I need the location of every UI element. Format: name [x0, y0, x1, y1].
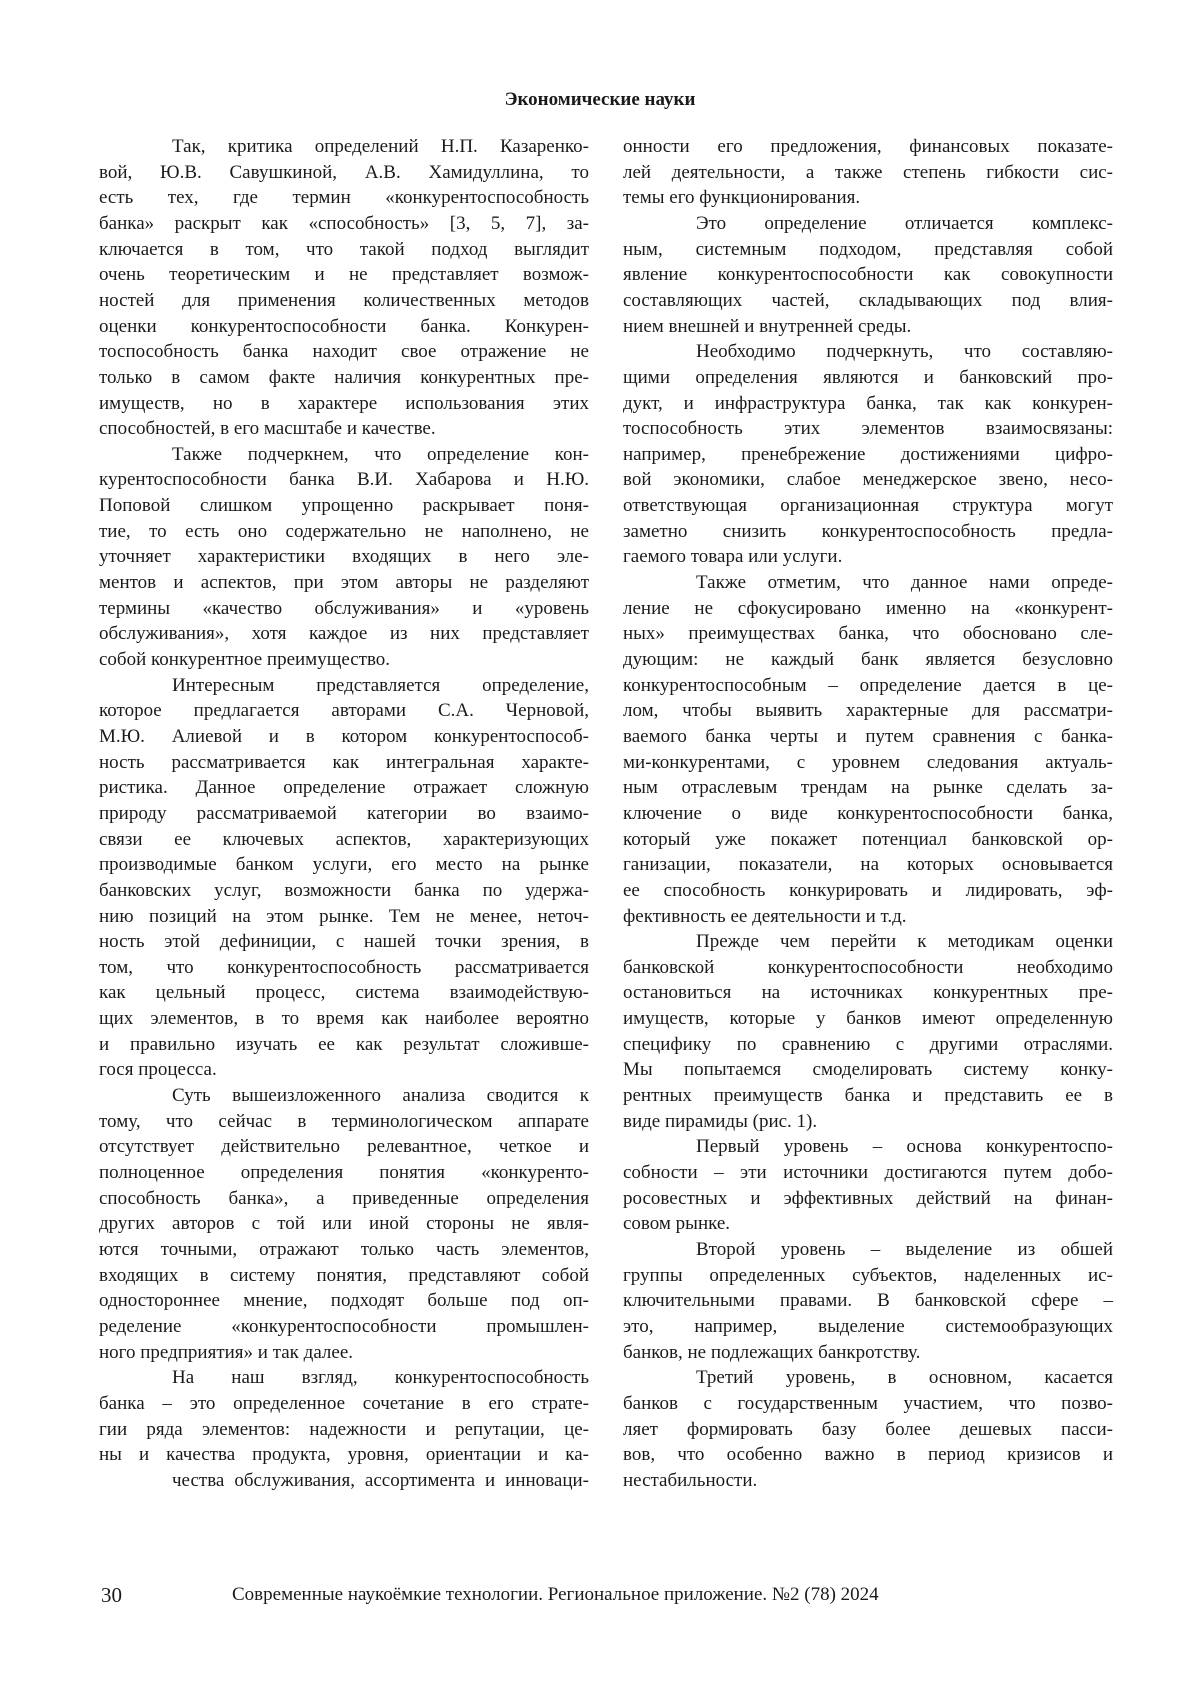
text-line: других авторов с той или иной стороны не явля- [99, 1213, 589, 1235]
text-line: совом рынке. [623, 1213, 731, 1235]
text-line: чества обслуживания, ассортимента и инноваци- [172, 1469, 589, 1491]
text-line: только в самом факте наличия конкурентных пре- [99, 366, 589, 388]
text-line: и правильно изучать ее как результат сложивше- [99, 1033, 589, 1055]
text-line: Также отметим, что данное нами опреде- [696, 572, 1113, 593]
text-line: банков с государственным участием, что позво- [623, 1392, 1113, 1414]
text-line: это, например, выделение системообразующих [623, 1315, 1113, 1337]
text-line: банка» раскрыт как «способность» [3, 5, 7], за- [99, 212, 589, 234]
text-line: виде пирамиды (рис. 1). [623, 1110, 818, 1132]
text-line: ределение «конкурентоспособности промышлен- [99, 1315, 589, 1337]
text-line: Третий уровень, в основном, касается [696, 1367, 1113, 1389]
text-line: банков, не подлежащих банкротству. [623, 1341, 921, 1363]
text-line: термины «качество обслуживания» и «уровень [99, 597, 589, 619]
text-line: например, пренебрежение достижениями цифро- [623, 443, 1113, 465]
text-line: гаемого товара или услуги. [623, 546, 843, 568]
text-line: Необходимо подчеркнуть, что составляю- [696, 341, 1113, 363]
text-line: ключительными правами. В банковской сфере – [623, 1290, 1113, 1312]
text-line: ключение о виде конкурентоспособности банка, [623, 802, 1113, 824]
text-line: очень теоретическим и не представляет возмож- [99, 264, 589, 286]
text-line: уточняет характеристики входящих в него эле- [99, 546, 589, 568]
journal-title: Современные наукоёмкие технологии. Региональное приложение. №2 (78) 2024 [232, 1584, 879, 1605]
text-line: тоспособность банка находит свое отражение не [99, 341, 589, 363]
text-line: ность этой дефиниции, с нашей точки зрения, в [99, 931, 589, 953]
text-line: вой, Ю.В. Савушкиной, А.В. Хамидуллина, то [99, 161, 589, 183]
text-line: рентных преимуществ банка и представить ее в [623, 1085, 1113, 1106]
text-line: производимые банком услуги, его место на рынке [99, 854, 589, 876]
text-line: который уже покажет потенциал банковской ор- [623, 828, 1113, 850]
text-line: тие, то есть оно содержательно не наполнено, не [99, 520, 589, 542]
text-line: Второй уровень – выделение из обшей [696, 1239, 1113, 1260]
text-line: курентоспособности банка В.И. Хабарова и Н.Ю. [99, 469, 589, 491]
text-line: тоспособность этих элементов взаимосвязаны: [623, 418, 1113, 440]
text-line: имуществ, которые у банков имеют определенную [623, 1008, 1113, 1030]
text-line: ление не сфокусировано именно на «конкурент- [623, 597, 1113, 619]
text-line: ного предприятия» и так далее. [99, 1341, 354, 1363]
text-line: ляет формировать базу более дешевых пасси- [623, 1418, 1113, 1440]
text-line: ганизации, показатели, на которых основывается [623, 854, 1113, 876]
text-line: Интересным представляется определение, [172, 674, 589, 696]
text-line: есть тех, где термин «конкурентоспособность [99, 187, 589, 209]
text-line: связи ее ключевых аспектов, характеризующих [99, 828, 589, 850]
text-line: явление конкурентоспособности как совокупности [623, 264, 1113, 286]
text-line: вой экономики, слабое менеджерское звено, несо- [623, 469, 1113, 491]
text-line: Также подчеркнем, что определение кон- [172, 443, 589, 465]
text-line: темы его функционирования. [623, 187, 861, 209]
text-line: отсутствует действительно релевантное, четкое и [99, 1136, 589, 1158]
text-line: дукт, и инфраструктура банка, так как конкурен- [623, 392, 1113, 414]
text-line: щими определения являются и банковский про- [623, 366, 1113, 388]
text-line: Первый уровень – основа конкурентоспо- [696, 1136, 1113, 1158]
text-line: специфику по сравнению с другими отраслями. [623, 1033, 1113, 1055]
text-line: группы определенных субъектов, наделенных ис- [623, 1264, 1113, 1286]
text-line: входящих в систему понятия, представляют собой [99, 1264, 589, 1286]
text-line: М.Ю. Алиевой и в котором конкурентоспособ- [99, 725, 589, 747]
text-line: ным отраслевым трендам на рынке сделать за- [623, 777, 1113, 799]
text-line: имуществ, но в характере использования этих [99, 392, 589, 414]
text-line: фективность ее деятельности и т.д. [623, 905, 907, 927]
text-line: составляющих частей, складывающих под влия- [623, 289, 1113, 311]
text-line: гося процесса. [99, 1059, 217, 1081]
text-line: гии ряда элементов: надежности и репутации, це- [99, 1418, 589, 1440]
text-line: нию позиций на этом рынке. Тем не менее, неточ- [99, 905, 589, 927]
text-line: ваемого банка черты и путем сравнения с банка- [623, 725, 1113, 747]
text-line: обслуживания», хотя каждое из них представляет [99, 623, 589, 645]
text-line: нестабильности. [623, 1469, 758, 1491]
text-line: тому, что сейчас в терминологическом аппарате [99, 1110, 589, 1132]
text-line: способностей, в его масштабе и качестве. [99, 418, 436, 440]
text-line: Суть вышеизложенного анализа сводится к [172, 1085, 589, 1106]
text-line: лом, чтобы выявить характерные для рассматри- [623, 700, 1113, 722]
text-line: ются точными, отражают только часть элементов, [99, 1239, 589, 1260]
text-line: как цельный процесс, система взаимодействую- [99, 982, 589, 1004]
text-line: лей деятельности, а также степень гибкости сис- [623, 161, 1113, 183]
text-line: заметно снизить конкурентоспособность предла- [623, 520, 1113, 542]
text-line: Поповой слишком упрощенно раскрывает поня- [99, 495, 589, 517]
text-line: вов, что особенно важно в период кризисов и [623, 1444, 1113, 1466]
text-line: способность банка», а приведенные определения [99, 1187, 589, 1209]
text-line: природу рассматриваемой категории во взаимо- [99, 802, 589, 824]
text-line: ее способность конкурировать и лидировать, эф- [623, 879, 1113, 901]
text-line: ристика. Данное определение отражает сложную [99, 777, 589, 799]
text-line: ментов и аспектов, при этом авторы не разделяют [99, 572, 589, 593]
text-line: Это определение отличается комплекс- [696, 212, 1113, 234]
text-line: банковских услуг, возможности банка по удержа- [99, 879, 589, 901]
text-line: полноценное определения понятия «конкуренто- [99, 1162, 589, 1183]
text-line: остановиться на источниках конкурентных пре- [623, 982, 1113, 1004]
text-line: собой конкурентное преимущество. [99, 649, 391, 670]
text-line: ключается в том, что такой подход выглядит [99, 238, 589, 260]
text-line: которое предлагается авторами С.А. Черновой, [99, 700, 589, 722]
page-number: 30 [101, 1583, 122, 1607]
text-line: нием внешней и внутренней среды. [623, 315, 912, 337]
text-line: Так, критика определений Н.П. Казаренко- [172, 136, 589, 157]
text-line: собности – эти источники достигаются путем добо- [623, 1162, 1113, 1183]
text-line: Мы попытаемся смоделировать систему конку- [623, 1059, 1113, 1081]
text-line: ность рассматривается как интегральная характе- [99, 751, 589, 773]
text-line: ных» преимуществах банка, что обосновано сле- [623, 623, 1113, 645]
text-line: том, что конкурентоспособность рассматривается [99, 956, 589, 978]
text-line: банка – это определенное сочетание в его страте- [99, 1392, 589, 1414]
text-line: щих элементов, в то время как наиболее вероятно [99, 1008, 589, 1030]
text-line: конкурентоспособным – определение дается в це- [623, 674, 1113, 696]
text-line: ностей для применения количественных методов [99, 289, 589, 311]
text-line: онности его предложения, финансовых показате- [623, 136, 1113, 157]
text-line: ным, системным подходом, представляя собой [623, 238, 1113, 260]
text-line: одностороннее мнение, подходят больше под оп- [99, 1290, 589, 1312]
text-line: На наш взгляд, конкурентоспособность [172, 1367, 589, 1389]
text-line: дующим: не каждый банк является безусловно [623, 649, 1113, 670]
section-title: Экономические науки [504, 89, 696, 110]
text-line: росовестных и эффективных действий на финан- [623, 1187, 1113, 1209]
text-line: оценки конкурентоспособности банка. Конкурен- [99, 315, 589, 337]
text-line: Прежде чем перейти к методикам оценки [696, 931, 1113, 953]
text-line: ны и качества продукта, уровня, ориентации и ка- [99, 1444, 589, 1466]
text-line: ответствующая организационная структура могут [623, 495, 1113, 517]
text-line: ми-конкурентами, с уровнем следования актуаль- [623, 751, 1113, 773]
text-line: банковской конкурентоспособности необходимо [623, 956, 1113, 978]
